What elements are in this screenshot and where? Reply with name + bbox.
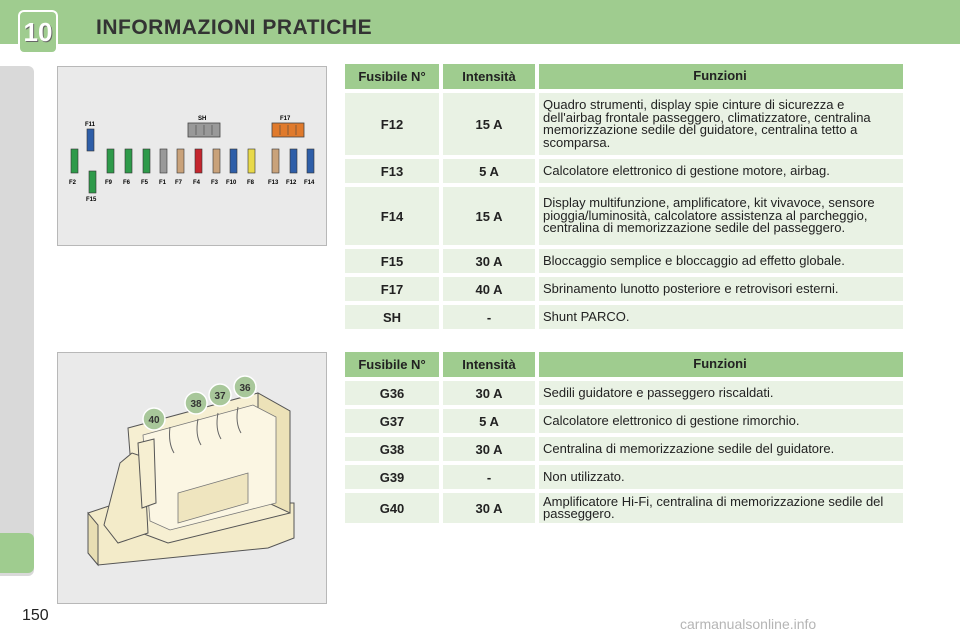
table-row xyxy=(345,277,903,301)
header-amperage: Intensità xyxy=(443,64,535,89)
fuse-function: Sbrinamento lunotto posteriore e retrovisori esterni. xyxy=(539,277,903,301)
fuse-number: F14 xyxy=(345,187,439,245)
fuse-amperage: 15 A xyxy=(443,187,535,245)
fuse-table-main xyxy=(345,64,903,333)
fuse-label: F8 xyxy=(247,180,255,186)
fuse-number: F13 xyxy=(345,159,439,183)
fuse-f1 xyxy=(160,149,167,173)
fuse-number: SH xyxy=(345,305,439,329)
fuse-f6 xyxy=(125,149,132,173)
fuse-function: Amplificatore Hi-Fi, centralina di memorizzazione sedile del passeggero. xyxy=(539,493,903,523)
fuse-function: Shunt PARCO. xyxy=(539,305,903,329)
fuse-number: F12 xyxy=(345,93,439,155)
fuse-number: G39 xyxy=(345,465,439,489)
header-amperage: Intensità xyxy=(443,352,535,377)
relay-label: 38 xyxy=(190,399,202,410)
table-header-row xyxy=(345,352,903,377)
fuse-label: F2 xyxy=(69,180,77,186)
fuse-f2 xyxy=(71,149,78,173)
fuse-amperage: - xyxy=(443,465,535,489)
fuse-amperage: 30 A xyxy=(443,437,535,461)
fuse-function: Quadro strumenti, display spie cinture di sicurezza e dell'airbag frontale passeggero, climatizzatore, centralina memorizzazione sedile del guidatore, centralina tetto a scomparsa. xyxy=(539,93,903,155)
fuse-f5 xyxy=(143,149,150,173)
fuse-amperage: 15 A xyxy=(443,93,535,155)
fuse-number: G36 xyxy=(345,381,439,405)
fuse-f14 xyxy=(307,149,314,173)
table-row xyxy=(345,305,903,329)
table-row xyxy=(345,493,903,523)
page-title: INFORMAZIONI PRATICHE xyxy=(96,16,373,39)
fuse-f7 xyxy=(177,149,184,173)
fuse-function: Calcolatore elettronico di gestione motore, airbag. xyxy=(539,159,903,183)
relay-label: 37 xyxy=(214,391,226,402)
fuse-number: F15 xyxy=(345,249,439,273)
fuse-label: F9 xyxy=(105,180,113,186)
fuse-number: G40 xyxy=(345,493,439,523)
fuse-label: F3 xyxy=(211,180,219,186)
fuse-box-illustration xyxy=(58,67,328,247)
chapter-number-badge: 10 xyxy=(20,12,56,52)
fuse-label: F12 xyxy=(286,180,297,186)
fuse-number: G37 xyxy=(345,409,439,433)
table-row xyxy=(345,409,903,433)
relay-box-diagram xyxy=(57,352,327,604)
header-functions: Funzioni xyxy=(539,64,903,89)
watermark: carmanualsonline.info xyxy=(680,616,817,632)
table-row xyxy=(345,465,903,489)
fuse-number: G38 xyxy=(345,437,439,461)
table-row xyxy=(345,249,903,273)
fuse-label: F15 xyxy=(86,197,97,203)
fuse-function: Sedili guidatore e passeggero riscaldati. xyxy=(539,381,903,405)
fuse-label: F4 xyxy=(193,180,201,186)
fuse-f8 xyxy=(248,149,255,173)
fuse-amperage: 5 A xyxy=(443,159,535,183)
fuse-function: Bloccaggio semplice e bloccaggio ad effetto globale. xyxy=(539,249,903,273)
table-row xyxy=(345,437,903,461)
fuse-label: F13 xyxy=(268,180,279,186)
relay-label: 36 xyxy=(239,383,251,394)
fuse-label: F7 xyxy=(175,180,183,186)
chapter-sidebar xyxy=(0,66,34,576)
fuse-function: Calcolatore elettronico di gestione rimorchio. xyxy=(539,409,903,433)
page-number: 150 xyxy=(22,607,49,624)
fuse-amperage: 40 A xyxy=(443,277,535,301)
fuse-box-diagram xyxy=(57,66,327,246)
fuse-label: F10 xyxy=(226,180,237,186)
fuse-amperage: 30 A xyxy=(443,381,535,405)
table-row xyxy=(345,93,903,155)
fuse-label: F5 xyxy=(141,180,149,186)
table-row xyxy=(345,187,903,245)
fuse-amperage: 5 A xyxy=(443,409,535,433)
fuse-label: F6 xyxy=(123,180,131,186)
fuse-function: Non utilizzato. xyxy=(539,465,903,489)
fuse-label-f11: F11 xyxy=(85,122,96,128)
header-fuse-number: Fusibile N° xyxy=(345,64,439,89)
table-row xyxy=(345,159,903,183)
fuse-f12 xyxy=(290,149,297,173)
fuse-label-f17: F17 xyxy=(280,116,291,122)
fuse-f10 xyxy=(230,149,237,173)
chapter-tab-active[interactable] xyxy=(0,533,34,573)
fuse-amperage: 30 A xyxy=(443,249,535,273)
fuse-function: Display multifunzione, amplificatore, kit vivavoce, sensore pioggia/luminosità, calcolatore assistenza al parcheggio, centralina di memorizzazione sedile del passeggero. xyxy=(539,187,903,245)
fuse-number: F17 xyxy=(345,277,439,301)
fuse-amperage: - xyxy=(443,305,535,329)
table-row xyxy=(345,381,903,405)
header-functions: Funzioni xyxy=(539,352,903,377)
fuse-row xyxy=(71,149,314,193)
table-header-row xyxy=(345,64,903,89)
header-fuse-number: Fusibile N° xyxy=(345,352,439,377)
fuse-f13 xyxy=(272,149,279,173)
fuse-amperage: 30 A xyxy=(443,493,535,523)
fuse-table-relay xyxy=(345,352,903,527)
fuse-function: Centralina di memorizzazione sedile del guidatore. xyxy=(539,437,903,461)
fuse-f4 xyxy=(195,149,202,173)
relay-label: 40 xyxy=(148,415,160,426)
fuse-f9 xyxy=(107,149,114,173)
fuse-f11 xyxy=(87,129,94,151)
fuse-label-sh: SH xyxy=(198,116,207,122)
fuse-label: F14 xyxy=(304,180,315,186)
relay-box-illustration xyxy=(58,353,328,605)
fuse-f3 xyxy=(213,149,220,173)
fuse-row-labels xyxy=(69,180,315,203)
fuse-f15 xyxy=(89,171,96,193)
fuse-label: F1 xyxy=(159,180,167,186)
